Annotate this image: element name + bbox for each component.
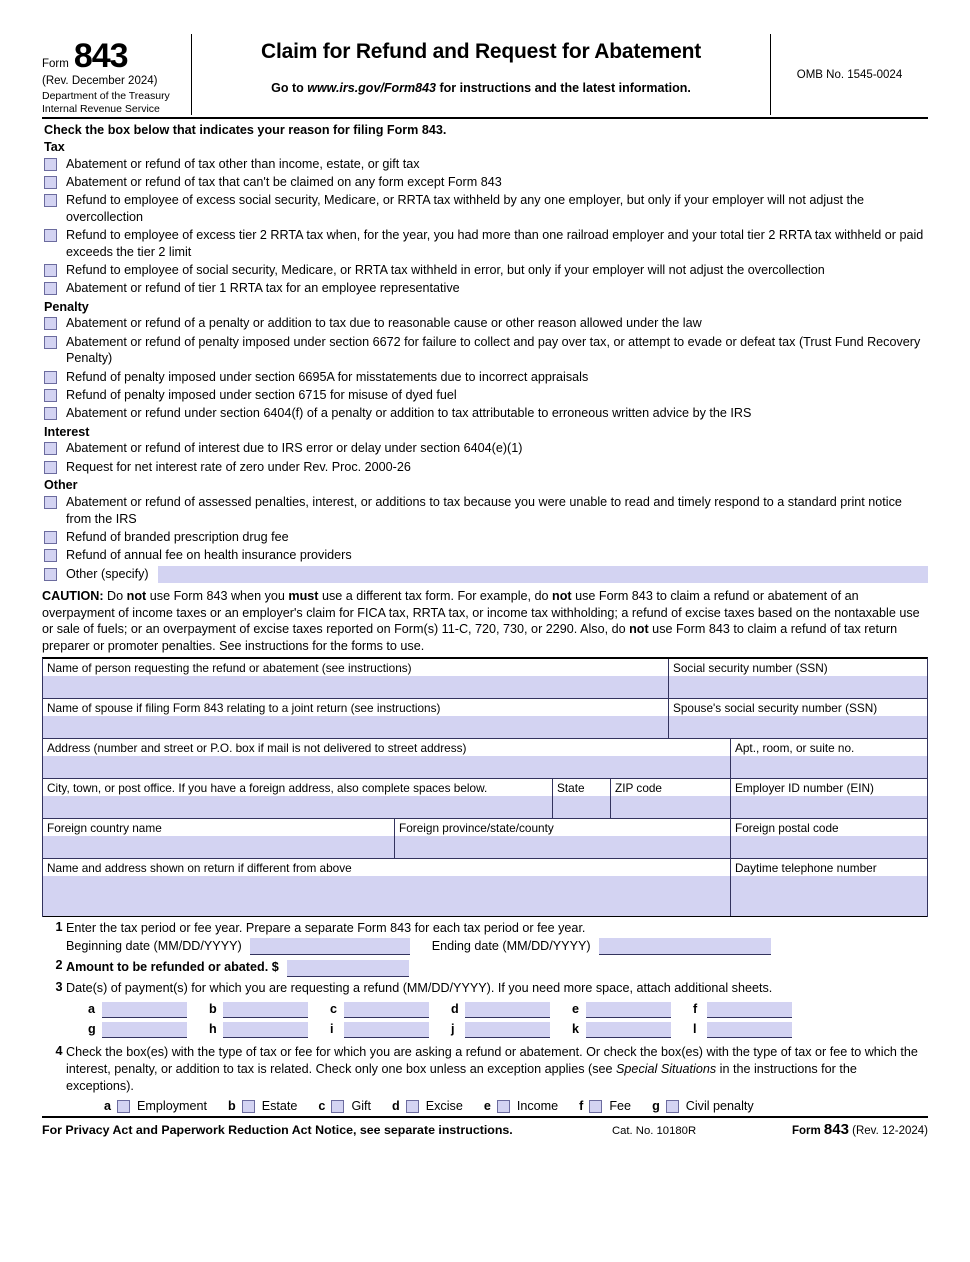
reason-row-other-0[interactable] [44, 494, 928, 527]
tax-type-letter: g [652, 1099, 660, 1114]
checkbox-icon[interactable] [242, 1100, 255, 1113]
cell-foreign-postal [731, 819, 927, 858]
reason-row-other-1[interactable] [44, 529, 928, 546]
reason-row-tax-2[interactable] [44, 192, 928, 225]
form-word-label: Form [42, 58, 69, 70]
line-1 [42, 920, 928, 955]
reason-label: Refund of branded prescription drug fee [66, 529, 289, 544]
payment-date-letter: k [572, 1021, 580, 1036]
checkbox-icon[interactable] [44, 461, 57, 474]
reason-label: Refund to employee of excess social security, Medicare, or RRTA tax withheld by any one employer, but only if your employer will not adjust the overcollection [66, 193, 864, 224]
tax-type-label: Fee [609, 1099, 632, 1114]
payment-date-input[interactable] [344, 1002, 429, 1018]
reason-row-penalty-0[interactable] [44, 315, 928, 332]
form-header [42, 34, 928, 119]
foreign-postal-label: Foreign postal code [735, 821, 839, 836]
department-line-1: Department of the Treasury [42, 90, 170, 103]
reason-label: Refund of penalty imposed under section 6715 for misuse of dyed fuel [66, 387, 457, 402]
line-2 [42, 958, 928, 976]
table-row [43, 659, 927, 699]
cell-spouse-ssn [669, 699, 927, 738]
spouse-name-label: Name of spouse if filing Form 843 relating to a joint return (see instructions) [47, 701, 441, 716]
zip-input[interactable] [611, 796, 730, 818]
foreign-postal-input[interactable] [731, 836, 927, 858]
payment-date-input[interactable] [707, 1002, 792, 1018]
form-footer [42, 1121, 928, 1138]
amount-row [66, 959, 928, 976]
line-2-number: 2 [55, 958, 63, 973]
caution-text-2: use Form 843 when you [146, 588, 289, 603]
line-4-body [66, 1044, 928, 1095]
reason-label: Abatement or refund of a penalty or addition to tax due to reasonable cause or other reason allowed under the law [66, 316, 702, 331]
foreign-province-input[interactable] [395, 836, 730, 858]
checkbox-icon[interactable] [44, 264, 57, 277]
checkbox-icon[interactable] [44, 336, 57, 349]
checkbox-icon[interactable] [497, 1100, 510, 1113]
checkbox-icon[interactable] [44, 229, 57, 242]
checkbox-icon[interactable] [44, 568, 57, 581]
tax-type-checkbox-row [42, 1099, 928, 1118]
caution-bold-2: must [288, 588, 319, 603]
phone-label: Daytime telephone number [735, 861, 877, 876]
reason-label: Abatement or refund under section 6404(f) of a penalty or addition to tax attributable to erroneous written advice by the IRS [66, 406, 752, 421]
catalog-number: Cat. No. 10180R [611, 1125, 697, 1138]
ending-date-input[interactable] [599, 938, 771, 955]
group-heading-interest: Interest [44, 424, 90, 439]
issuing-agency [42, 90, 183, 115]
line-4-italic-ref: Special Situations [616, 1062, 717, 1077]
payment-date-k[interactable] [572, 1021, 671, 1038]
payment-date-l[interactable] [693, 1021, 792, 1038]
tax-type-letter: a [104, 1099, 112, 1114]
checkbox-icon[interactable] [44, 158, 57, 171]
cell-spouse-name [43, 699, 669, 738]
reason-row-tax-3[interactable] [44, 227, 928, 260]
payment-date-letter: c [330, 1001, 338, 1016]
tax-type-label: Excise [425, 1099, 463, 1114]
footer-form-number: 843 [823, 1121, 849, 1139]
tax-type-label: Civil penalty [685, 1099, 754, 1114]
ssn-input[interactable] [669, 676, 927, 698]
payment-date-letter: b [209, 1001, 217, 1016]
payment-date-input[interactable] [102, 1022, 187, 1038]
cell-phone [731, 859, 927, 916]
state-input[interactable] [553, 796, 610, 818]
caution-bold-1: not [126, 588, 147, 603]
checkbox-icon[interactable] [44, 371, 57, 384]
foreign-country-label: Foreign country name [47, 821, 162, 836]
reason-label: Refund of penalty imposed under section 6695A for misstatements due to incorrect appraisals [66, 369, 589, 384]
tax-type-label: Gift [351, 1099, 372, 1114]
payment-date-j[interactable] [451, 1021, 550, 1038]
checkbox-icon[interactable] [44, 282, 57, 295]
payment-date-input[interactable] [465, 1022, 550, 1038]
requester-name-input[interactable] [43, 676, 668, 698]
tax-type-label: Income [516, 1099, 559, 1114]
payment-date-letter: f [693, 1001, 698, 1016]
reason-row-interest-1[interactable] [44, 459, 928, 476]
line-3-text: Date(s) of payment(s) for which you are requesting a refund (MM/DD/YYYY). If you need more space, attach additional sheets. [66, 980, 773, 995]
cell-return-address [43, 859, 731, 916]
reason-label: Refund to employee of excess tier 2 RRTA tax when, for the year, you had more than one railroad employer and your total tier 2 RRTA tax withheld or paid exceeds the tier 2 limit [66, 227, 924, 259]
payment-date-input[interactable] [586, 1022, 671, 1038]
tax-type-option-gift[interactable] [318, 1099, 371, 1113]
reason-row-tax-5[interactable] [44, 280, 928, 297]
payment-date-i[interactable] [330, 1021, 429, 1038]
payment-date-letter: e [572, 1001, 580, 1016]
beginning-date-input[interactable] [250, 938, 410, 955]
tax-type-letter: e [483, 1099, 491, 1114]
reason-row-penalty-2[interactable] [44, 369, 928, 386]
caution-text-3: use a different tax form. For example, do [318, 588, 553, 603]
checkbox-icon[interactable] [44, 176, 57, 189]
tax-type-letter: b [228, 1099, 236, 1114]
reason-label: Refund of annual fee on health insurance providers [66, 548, 352, 562]
foreign-country-input[interactable] [43, 836, 394, 858]
tax-type-option-income[interactable] [484, 1099, 558, 1113]
checkbox-icon[interactable] [44, 496, 57, 509]
line-1-text: Enter the tax period or fee year. Prepare a separate Form 843 for each tax period or fee year. [66, 921, 586, 936]
checkbox-icon[interactable] [331, 1100, 344, 1113]
checkbox-icon[interactable] [666, 1100, 679, 1113]
payment-date-h[interactable] [209, 1021, 308, 1038]
reason-label: Abatement or refund of penalty imposed under section 6672 for failure to collect and pay over tax, or attempt to evade or defeat tax (Trust Fund Recovery Penalty) [66, 334, 921, 366]
form-number: 843 [73, 37, 128, 75]
line-3-number: 3 [55, 979, 63, 994]
payment-date-b[interactable] [209, 1001, 308, 1018]
footer-form-revision: (Rev. 12-2024) [852, 1125, 928, 1138]
city-label: City, town, or post office. If you have a foreign address, also complete spaces below. [47, 781, 488, 796]
payment-dates-row-2 [66, 1021, 928, 1038]
payment-date-e[interactable] [572, 1001, 671, 1018]
checkbox-icon[interactable] [406, 1100, 419, 1113]
line-3-body [66, 980, 928, 1041]
payment-date-input[interactable] [344, 1022, 429, 1038]
payment-date-letter: h [209, 1021, 217, 1036]
form-identifier [42, 37, 183, 75]
reason-label: Request for net interest rate of zero under Rev. Proc. 2000-26 [66, 459, 411, 474]
caution-label: CAUTION: [42, 588, 104, 603]
foreign-province-label: Foreign province/state/county [399, 821, 554, 836]
cell-address [43, 739, 731, 778]
tax-period-row [66, 938, 928, 955]
checkbox-icon[interactable] [44, 531, 57, 544]
amount-input[interactable] [287, 960, 409, 977]
tax-type-letter: f [579, 1099, 584, 1114]
zip-label: ZIP code [615, 781, 662, 796]
reason-label: Abatement or refund of tax other than income, estate, or gift tax [66, 156, 420, 171]
caution-bold-3: not [552, 588, 572, 603]
checkbox-icon[interactable] [117, 1100, 130, 1113]
checkbox-instruction: Check the box below that indicates your reason for filing Form 843. [44, 123, 447, 138]
caution-bold-4: not [629, 622, 649, 637]
reason-row-other-2[interactable] [44, 547, 928, 564]
line-4-number: 4 [55, 1043, 63, 1058]
caution-paragraph [42, 588, 928, 656]
other-specify-label: Other (specify) [66, 567, 149, 582]
caution-text-5: use Form 843 to claim a refund of tax return preparer or promoter penalties. See instructions for the forms to use. [42, 622, 898, 654]
payment-dates-grid [66, 1001, 928, 1038]
reason-label: Abatement or refund of assessed penalties, interest, or additions to tax because you were unable to read and timely respond to a standard print notice from the IRS [66, 494, 902, 526]
checkbox-icon[interactable] [589, 1100, 602, 1113]
payment-date-d[interactable] [451, 1001, 550, 1018]
payment-date-input[interactable] [586, 1002, 671, 1018]
payment-date-g[interactable] [88, 1021, 187, 1038]
cell-apt [731, 739, 927, 778]
tax-type-label: Estate [261, 1099, 298, 1114]
table-row [43, 819, 927, 859]
payment-date-input[interactable] [707, 1022, 792, 1038]
spouse-ssn-input[interactable] [669, 716, 927, 738]
cell-state [553, 779, 611, 818]
tax-type-option-civil-penalty[interactable] [652, 1099, 754, 1113]
tax-type-label: Employment [137, 1099, 208, 1114]
return-address-input[interactable] [43, 876, 730, 916]
spouse-name-input[interactable] [43, 716, 668, 738]
spouse-ssn-label: Spouse's social security number (SSN) [673, 701, 878, 716]
checkbox-icon[interactable] [44, 407, 57, 420]
checkbox-icon[interactable] [44, 549, 57, 562]
amount-label: Amount to be refunded or abated. $ [66, 960, 279, 975]
address-input[interactable] [43, 756, 730, 778]
group-heading-other: Other [44, 478, 78, 493]
reason-label: Abatement or refund of tax that can't be claimed on any form except Form 843 [66, 174, 502, 189]
cell-foreign-province [395, 819, 731, 858]
tax-type-option-employment[interactable] [104, 1099, 207, 1113]
tax-type-letter: d [392, 1099, 400, 1114]
apt-input[interactable] [731, 756, 927, 778]
reason-row-penalty-3[interactable] [44, 387, 928, 404]
goto-instructions [202, 81, 760, 95]
form-body [42, 34, 928, 1138]
payment-date-letter: j [451, 1021, 455, 1036]
omb-number: OMB No. 1545-0024 [796, 68, 903, 81]
reason-label: Abatement or refund of interest due to IRS error or delay under section 6404(e)(1) [66, 441, 523, 456]
payment-date-letter: l [693, 1021, 697, 1036]
checkbox-icon[interactable] [44, 442, 57, 455]
payment-date-f[interactable] [693, 1001, 792, 1018]
payment-date-c[interactable] [330, 1001, 429, 1018]
tax-type-option-estate[interactable] [228, 1099, 297, 1113]
reason-label: Refund to employee of social security, Medicare, or RRTA tax withheld in error, but only if your employer will not adjust the overcollection [66, 262, 825, 277]
other-specify-input[interactable] [158, 566, 928, 583]
reason-row-other-specify[interactable] [44, 566, 928, 583]
cell-zip [611, 779, 731, 818]
footer-form-identifier [792, 1121, 928, 1138]
line-1-number: 1 [55, 920, 63, 935]
reason-row-tax-1[interactable] [44, 174, 928, 191]
reason-row-penalty-1[interactable] [44, 334, 928, 367]
payment-dates-row-1 [66, 1001, 928, 1018]
group-heading-penalty: Penalty [44, 299, 89, 314]
group-heading-tax: Tax [44, 140, 65, 155]
checkbox-icon[interactable] [44, 194, 57, 207]
checkbox-icon[interactable] [44, 389, 57, 402]
reason-row-tax-4[interactable] [44, 262, 928, 279]
phone-input[interactable] [731, 876, 927, 916]
payment-date-input[interactable] [465, 1002, 550, 1018]
table-row [43, 859, 927, 917]
return-address-label: Name and address shown on return if different from above [47, 861, 352, 876]
goto-suffix: for instructions and the latest information. [435, 81, 691, 95]
header-title-block [192, 34, 771, 115]
cell-foreign-country [43, 819, 395, 858]
ssn-label: Social security number (SSN) [673, 661, 828, 676]
reason-row-interest-0[interactable] [44, 440, 928, 457]
cell-requester-name [43, 659, 669, 698]
caution-text-4: use Form 843 to claim a refund or abatement of an overpayment of income taxes or an employer's claim for FICA tax, RRTA tax, or income tax withholding; a refund of excise taxes based on the nontaxable use or sale of fuels; or an overpayment of excise taxes reported on Form(s) 11-C, 720, 730, or 2290. Also, do [42, 588, 920, 637]
privacy-act-notice: For Privacy Act and Paperwork Reduction Act Notice, see separate instructions. [42, 1123, 513, 1138]
payment-date-input[interactable] [223, 1002, 308, 1018]
state-label: State [557, 781, 585, 796]
page-title: Claim for Refund and Request for Abatement [260, 40, 702, 63]
tax-type-option-fee[interactable] [579, 1099, 631, 1113]
table-row [43, 699, 927, 739]
beginning-date-label: Beginning date (MM/DD/YYYY) [66, 939, 242, 954]
ein-label: Employer ID number (EIN) [735, 781, 874, 796]
cell-ein [731, 779, 927, 818]
goto-prefix: Go to [271, 81, 308, 95]
entity-information-table [42, 657, 928, 917]
payment-date-letter: d [451, 1001, 459, 1016]
table-row [43, 739, 927, 779]
payment-date-letter: g [88, 1021, 96, 1036]
header-omb-block [771, 34, 928, 115]
line-4-text-1: Check the box(es) with the type of tax or fee for which you are asking a refund or abatement. Or check the box(es) with the type of tax or fee to which the interest, penalty, or addition to tax is related. Check only one box unless an exception applies (see [66, 1044, 918, 1077]
line-4-text-2: in the instructions for the exceptions). [66, 1062, 857, 1094]
table-row [43, 779, 927, 819]
apt-label: Apt., room, or suite no. [735, 741, 855, 756]
payment-date-letter: i [330, 1021, 334, 1036]
department-line-2: Internal Revenue Service [42, 102, 160, 115]
checkbox-icon[interactable] [44, 317, 57, 330]
line-4 [42, 1044, 928, 1095]
reason-row-penalty-4[interactable] [44, 405, 928, 422]
line-3 [42, 980, 928, 1041]
city-input[interactable] [43, 796, 552, 818]
header-left-block [42, 34, 192, 115]
tax-type-letter: c [318, 1099, 326, 1114]
reason-row-tax-0[interactable] [44, 156, 928, 173]
ein-input[interactable] [731, 796, 927, 818]
cell-ssn [669, 659, 927, 698]
ending-date-label: Ending date (MM/DD/YYYY) [431, 939, 591, 954]
requester-name-label: Name of person requesting the refund or abatement (see instructions) [47, 661, 412, 676]
line-1-body [66, 920, 928, 955]
payment-date-a[interactable] [88, 1001, 187, 1018]
reason-label: Abatement or refund of tier 1 RRTA tax for an employee representative [66, 281, 460, 296]
payment-date-letter: a [88, 1001, 96, 1016]
tax-type-option-excise[interactable] [392, 1099, 463, 1113]
payment-date-input[interactable] [102, 1002, 187, 1018]
form-revision-date: (Rev. December 2024) [42, 75, 158, 88]
footer-form-word: Form [791, 1125, 821, 1138]
caution-text-1: Do [103, 588, 127, 603]
line-2-body [66, 958, 928, 976]
payment-date-input[interactable] [223, 1022, 308, 1038]
cell-city [43, 779, 553, 818]
irs-url-link[interactable]: www.irs.gov/Form843 [307, 81, 436, 95]
address-label: Address (number and street or P.O. box if mail is not delivered to street address) [47, 741, 467, 756]
